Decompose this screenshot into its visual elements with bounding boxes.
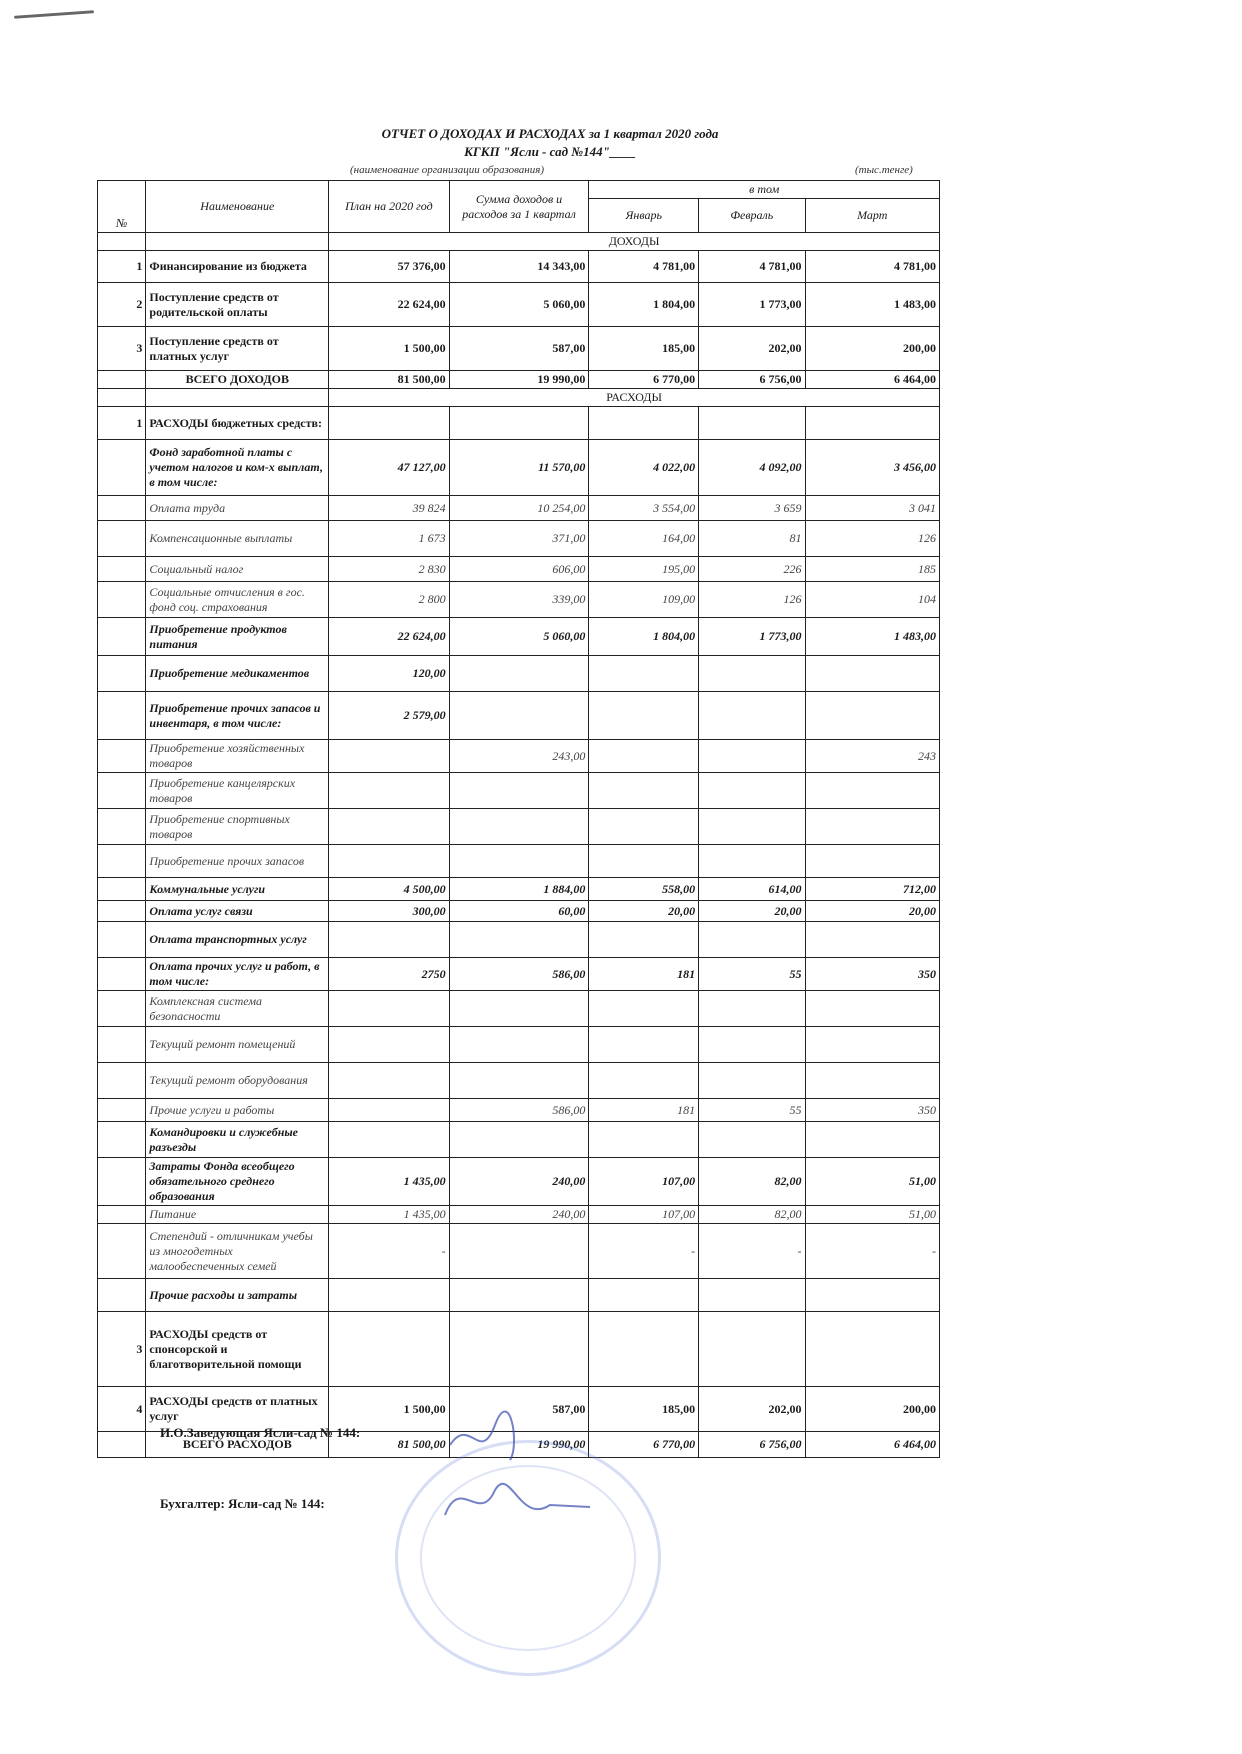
table-row [98, 1158, 940, 1206]
row-jan [589, 1279, 699, 1312]
row-sum: 10 254,00 [449, 496, 589, 521]
row-sum: 14 343,00 [449, 251, 589, 283]
row-mar: 200,00 [805, 327, 939, 371]
row-mar [805, 1063, 939, 1099]
row-plan: 300,00 [329, 901, 449, 922]
row-number [98, 878, 146, 901]
table-row [98, 557, 940, 582]
expense-total-jan: 6 770,00 [589, 1432, 699, 1458]
row-number: 3 [98, 327, 146, 371]
row-jan: - [589, 1224, 699, 1279]
row-plan [329, 922, 449, 958]
table-row [98, 692, 940, 740]
row-plan: 1 500,00 [329, 327, 449, 371]
row-feb [699, 845, 805, 878]
table-row [98, 991, 940, 1027]
row-number: 3 [98, 1312, 146, 1387]
row-sum [449, 1279, 589, 1312]
row-mar [805, 1279, 939, 1312]
row-sum: 11 570,00 [449, 440, 589, 496]
row-mar: 200,00 [805, 1387, 939, 1432]
row-name: Прочие расходы и затраты [146, 1279, 329, 1312]
signature-accountant: Бухгалтер: Ясли-сад № 144: [160, 1496, 325, 1511]
row-name: Коммунальные услуги [146, 878, 329, 901]
row-jan [589, 773, 699, 809]
table-row [98, 440, 940, 496]
row-plan: 2750 [329, 958, 449, 991]
table-row [98, 1063, 940, 1099]
row-mar: 3 456,00 [805, 440, 939, 496]
row-plan: - [329, 1224, 449, 1279]
col-header-sum: Сумма доходов и расходов за 1 квартал [449, 181, 589, 233]
row-sum: 60,00 [449, 901, 589, 922]
row-plan: 22 624,00 [329, 618, 449, 656]
row-mar: 51,00 [805, 1206, 939, 1224]
row-sum [449, 1312, 589, 1387]
organization-name: КГКП "Ясли - сад №144"____ [464, 144, 636, 159]
row-jan: 185,00 [589, 327, 699, 371]
row-feb [699, 692, 805, 740]
row-mar: 104 [805, 582, 939, 618]
row-sum: 5 060,00 [449, 283, 589, 327]
row-name: Компенсационные выплаты [146, 521, 329, 557]
row-number [98, 557, 146, 582]
row-number: 2 [98, 283, 146, 327]
row-number [98, 656, 146, 692]
expense-total-label: ВСЕГО РАСХОДОВ [146, 1432, 329, 1458]
row-jan: 107,00 [589, 1158, 699, 1206]
row-name: Финансирование из бюджета [146, 251, 329, 283]
row-name: Приобретение прочих запасов [146, 845, 329, 878]
row-name: Поступление средств от платных услуг [146, 327, 329, 371]
row-sum [449, 1063, 589, 1099]
row-plan: 2 830 [329, 557, 449, 582]
table-row [98, 618, 940, 656]
row-number [98, 1279, 146, 1312]
table-row [98, 1027, 940, 1063]
row-name: Приобретение канцелярских товаров [146, 773, 329, 809]
row-sum: 240,00 [449, 1206, 589, 1224]
row-number [98, 1027, 146, 1063]
row-feb: 55 [699, 1099, 805, 1122]
row-number [98, 809, 146, 845]
table-row [98, 809, 940, 845]
row-jan: 195,00 [589, 557, 699, 582]
row-mar [805, 656, 939, 692]
row-name: Оплата прочих услуг и работ, в том числе: [146, 958, 329, 991]
organization-caption: (наименование организации образования) [350, 164, 545, 176]
row-number [98, 740, 146, 773]
row-feb: 3 659 [699, 496, 805, 521]
row-name: Фонд заработной платы с учетом налогов и ком-х выплат, в том числе: [146, 440, 329, 496]
table-row [98, 656, 940, 692]
row-number [98, 991, 146, 1027]
row-feb [699, 740, 805, 773]
row-sum: 1 884,00 [449, 878, 589, 901]
row-feb: 1 773,00 [699, 618, 805, 656]
row-name: Текущий ремонт помещений [146, 1027, 329, 1063]
row-mar: - [805, 1224, 939, 1279]
table-row [98, 740, 940, 773]
row-number [98, 521, 146, 557]
row-plan: 1 500,00 [329, 1387, 449, 1432]
col-header-group: в том [589, 181, 940, 199]
row-jan: 164,00 [589, 521, 699, 557]
row-plan [329, 1099, 449, 1122]
row-plan: 47 127,00 [329, 440, 449, 496]
row-number [98, 1224, 146, 1279]
row-mar: 51,00 [805, 1158, 939, 1206]
row-mar [805, 922, 939, 958]
row-plan [329, 1027, 449, 1063]
row-sum: 243,00 [449, 740, 589, 773]
row-plan: 22 624,00 [329, 283, 449, 327]
table-row [98, 1279, 940, 1312]
expense-total-mar: 6 464,00 [805, 1432, 939, 1458]
row-number [98, 958, 146, 991]
row-plan: 39 824 [329, 496, 449, 521]
row-mar: 20,00 [805, 901, 939, 922]
scan-mark [14, 10, 94, 19]
row-number: 4 [98, 1387, 146, 1432]
income-total-plan: 81 500,00 [329, 371, 449, 389]
row-jan: 107,00 [589, 1206, 699, 1224]
row-jan [589, 656, 699, 692]
section-expenses: РАСХОДЫ [329, 389, 940, 407]
row-mar [805, 1122, 939, 1158]
row-jan: 181 [589, 958, 699, 991]
row-feb: 614,00 [699, 878, 805, 901]
row-sum: 240,00 [449, 1158, 589, 1206]
row-plan: 120,00 [329, 656, 449, 692]
row-sum [449, 1224, 589, 1279]
row-feb [699, 773, 805, 809]
col-header-mar: Март [805, 199, 939, 233]
section-row-income [98, 233, 940, 251]
row-plan [329, 407, 449, 440]
row-feb [699, 1063, 805, 1099]
row-mar: 3 041 [805, 496, 939, 521]
row-jan [589, 991, 699, 1027]
income-total-feb: 6 756,00 [699, 371, 805, 389]
table-row [98, 878, 940, 901]
row-sum [449, 1122, 589, 1158]
row-name: Социальный налог [146, 557, 329, 582]
table-row [98, 958, 940, 991]
row-jan [589, 1122, 699, 1158]
row-plan: 1 435,00 [329, 1158, 449, 1206]
income-total-jan: 6 770,00 [589, 371, 699, 389]
row-name: Приобретение медикаментов [146, 656, 329, 692]
row-name: Поступление средств от родительской оплаты [146, 283, 329, 327]
signature-marks [440, 1405, 600, 1545]
row-mar [805, 692, 939, 740]
row-jan: 181 [589, 1099, 699, 1122]
row-feb: 1 773,00 [699, 283, 805, 327]
row-name: Комплексная система безопасности [146, 991, 329, 1027]
row-number [98, 692, 146, 740]
row-mar [805, 809, 939, 845]
row-mar [805, 1027, 939, 1063]
row-sum: 587,00 [449, 327, 589, 371]
row-number [98, 582, 146, 618]
table-row [98, 283, 940, 327]
row-feb [699, 922, 805, 958]
row-plan: 2 800 [329, 582, 449, 618]
table-row [98, 773, 940, 809]
row-sum: 339,00 [449, 582, 589, 618]
row-mar: 350 [805, 958, 939, 991]
row-jan: 185,00 [589, 1387, 699, 1432]
row-jan [589, 740, 699, 773]
section-income: ДОХОДЫ [329, 233, 940, 251]
row-jan: 3 554,00 [589, 496, 699, 521]
row-number [98, 922, 146, 958]
table-row [98, 582, 940, 618]
row-jan [589, 922, 699, 958]
table-row [98, 1122, 940, 1158]
row-plan [329, 1312, 449, 1387]
row-number: 1 [98, 407, 146, 440]
expense-total-feb: 6 756,00 [699, 1432, 805, 1458]
row-sum [449, 1027, 589, 1063]
col-header-name: Наименование [146, 181, 329, 233]
row-sum [449, 809, 589, 845]
row-plan: 4 500,00 [329, 878, 449, 901]
row-feb: 4 781,00 [699, 251, 805, 283]
row-number [98, 845, 146, 878]
row-mar [805, 773, 939, 809]
row-name: Приобретение хозяйственных товаров [146, 740, 329, 773]
row-sum [449, 656, 589, 692]
row-name: РАСХОДЫ средств от спонсорской и благотворительной помощи [146, 1312, 329, 1387]
row-jan [589, 1312, 699, 1387]
table-row [98, 1099, 940, 1122]
row-sum: 5 060,00 [449, 618, 589, 656]
table-row [98, 922, 940, 958]
row-name: Оплата транспортных услуг [146, 922, 329, 958]
income-total-label: ВСЕГО ДОХОДОВ [146, 371, 329, 389]
row-name: Текущий ремонт оборудования [146, 1063, 329, 1099]
row-plan: 57 376,00 [329, 251, 449, 283]
expense-total-sum: 19 990,00 [449, 1432, 589, 1458]
signature-head: И.О.Заведующая Ясли-сад № 144: [160, 1425, 361, 1440]
row-plan [329, 1063, 449, 1099]
row-jan: 1 804,00 [589, 283, 699, 327]
row-feb [699, 809, 805, 845]
row-jan: 20,00 [589, 901, 699, 922]
row-name: Прочие услуги и работы [146, 1099, 329, 1122]
row-mar: 1 483,00 [805, 618, 939, 656]
row-mar: 350 [805, 1099, 939, 1122]
row-mar: 4 781,00 [805, 251, 939, 283]
unit-label: (тыс.тенге) [855, 164, 913, 176]
row-plan: 2 579,00 [329, 692, 449, 740]
row-feb [699, 1279, 805, 1312]
row-plan: 1 435,00 [329, 1206, 449, 1224]
row-name: Питание [146, 1206, 329, 1224]
row-sum: 587,00 [449, 1387, 589, 1432]
row-feb [699, 407, 805, 440]
row-number [98, 1063, 146, 1099]
row-number [98, 440, 146, 496]
row-mar [805, 1312, 939, 1387]
row-jan [589, 1027, 699, 1063]
row-sum: 371,00 [449, 521, 589, 557]
row-name: Приобретение спортивных товаров [146, 809, 329, 845]
report-body [98, 233, 940, 1458]
table-row [98, 407, 940, 440]
table-row [98, 845, 940, 878]
table-row [98, 1312, 940, 1387]
row-plan [329, 845, 449, 878]
table-row [98, 1206, 940, 1224]
row-jan: 558,00 [589, 878, 699, 901]
row-jan [589, 1063, 699, 1099]
row-number [98, 1158, 146, 1206]
row-feb [699, 656, 805, 692]
table-row [98, 327, 940, 371]
row-mar: 185 [805, 557, 939, 582]
row-feb: 82,00 [699, 1206, 805, 1224]
row-plan [329, 773, 449, 809]
row-name: Оплата услуг связи [146, 901, 329, 922]
row-jan: 4 781,00 [589, 251, 699, 283]
row-feb [699, 1122, 805, 1158]
row-name: Социальные отчисления в гос. фонд соц. страхования [146, 582, 329, 618]
row-feb: 20,00 [699, 901, 805, 922]
col-header-jan: Январь [589, 199, 699, 233]
row-mar: 243 [805, 740, 939, 773]
row-plan [329, 809, 449, 845]
row-number [98, 618, 146, 656]
row-feb [699, 991, 805, 1027]
row-mar [805, 407, 939, 440]
row-plan [329, 1122, 449, 1158]
row-feb: 4 092,00 [699, 440, 805, 496]
row-mar [805, 991, 939, 1027]
row-name: Приобретение продуктов питания [146, 618, 329, 656]
income-total-row [98, 371, 940, 389]
row-feb: 202,00 [699, 1387, 805, 1432]
row-number [98, 496, 146, 521]
row-feb: 82,00 [699, 1158, 805, 1206]
row-plan [329, 1279, 449, 1312]
row-number: 1 [98, 251, 146, 283]
row-feb: 81 [699, 521, 805, 557]
row-sum [449, 922, 589, 958]
row-feb: 202,00 [699, 327, 805, 371]
row-sum: 586,00 [449, 958, 589, 991]
row-number [98, 1099, 146, 1122]
expense-total-plan: 81 500,00 [329, 1432, 449, 1458]
row-plan: 1 673 [329, 521, 449, 557]
row-sum: 606,00 [449, 557, 589, 582]
row-sum [449, 991, 589, 1027]
row-name: РАСХОДЫ бюджетных средств: [146, 407, 329, 440]
table-row [98, 496, 940, 521]
row-mar: 712,00 [805, 878, 939, 901]
row-mar [805, 845, 939, 878]
report-table [97, 180, 940, 1458]
row-number [98, 901, 146, 922]
row-name: Приобретение прочих запасов и инвентаря, в том числе: [146, 692, 329, 740]
row-sum [449, 692, 589, 740]
row-feb [699, 1027, 805, 1063]
row-feb: - [699, 1224, 805, 1279]
table-row [98, 901, 940, 922]
row-sum [449, 845, 589, 878]
row-mar: 1 483,00 [805, 283, 939, 327]
table-row [98, 1224, 940, 1279]
row-mar: 126 [805, 521, 939, 557]
row-sum [449, 773, 589, 809]
col-header-feb: Февраль [699, 199, 805, 233]
row-jan [589, 809, 699, 845]
col-header-plan: План на 2020 год [329, 181, 449, 233]
row-jan: 4 022,00 [589, 440, 699, 496]
row-name: Командировки и служебные разъезды [146, 1122, 329, 1158]
row-number [98, 773, 146, 809]
row-jan [589, 692, 699, 740]
section-row-expenses [98, 389, 940, 407]
row-jan [589, 407, 699, 440]
table-row [98, 251, 940, 283]
row-feb: 226 [699, 557, 805, 582]
row-jan [589, 845, 699, 878]
row-feb: 126 [699, 582, 805, 618]
income-total-sum: 19 990,00 [449, 371, 589, 389]
row-jan: 1 804,00 [589, 618, 699, 656]
table-row [98, 521, 940, 557]
report-title: ОТЧЕТ О ДОХОДАХ И РАСХОДАХ за 1 квартал 2020 года [381, 126, 719, 141]
row-jan: 109,00 [589, 582, 699, 618]
row-name: Степендий - отличникам учебы из многодетных малообеспеченных семей [146, 1224, 329, 1279]
row-number [98, 1206, 146, 1224]
col-header-no: № [98, 181, 146, 233]
row-name: Оплата труда [146, 496, 329, 521]
row-feb: 55 [699, 958, 805, 991]
row-name: РАСХОДЫ средств от платных услуг [146, 1387, 329, 1432]
row-plan [329, 991, 449, 1027]
row-number [98, 1122, 146, 1158]
row-sum [449, 407, 589, 440]
row-sum: 586,00 [449, 1099, 589, 1122]
row-plan [329, 740, 449, 773]
row-feb [699, 1312, 805, 1387]
income-total-mar: 6 464,00 [805, 371, 939, 389]
row-name: Затраты Фонда всеобщего обязательного среднего образования [146, 1158, 329, 1206]
